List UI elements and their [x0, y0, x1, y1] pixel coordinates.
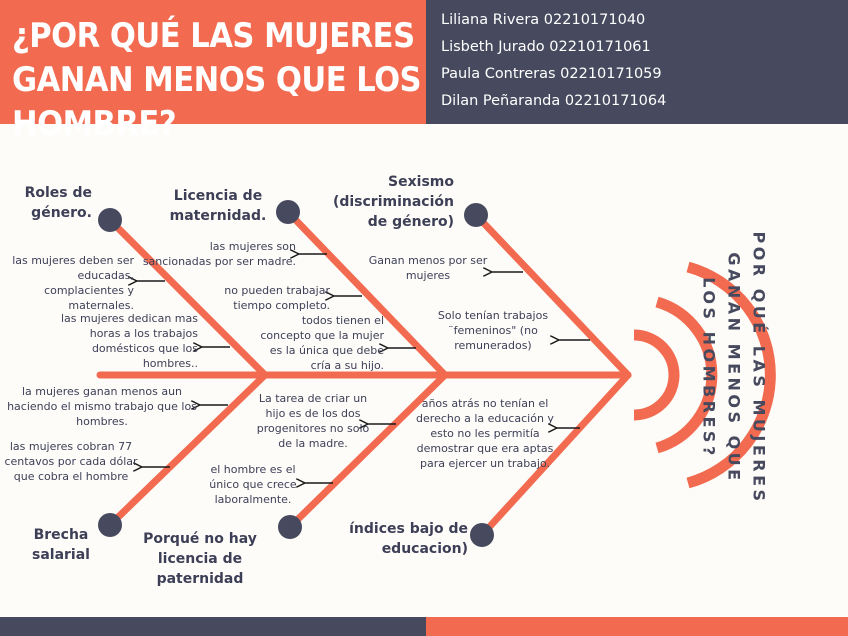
cause-licencia-1: las mujeres son sancionadas por ser madre. — [142, 240, 296, 268]
cause-brecha-2: las mujeres cobran 77 centavos por cada dólar que cobra el hombre — [4, 440, 138, 483]
cause-sexismo-1: Ganan menos por ser mujeres — [368, 254, 488, 282]
dot-indices — [470, 523, 494, 547]
cause-roles-2: las mujeres dedican mas horas a los trabajos domésticos que los hombres.. — [60, 312, 198, 370]
page-title: ¿POR QUÉ LAS MUJERES GANAN MENOS QUE LOS HOMBRE? — [12, 16, 422, 144]
footer-bar-right — [426, 617, 848, 636]
head-question-text: POR QUÉ LAS MUJERES GANAN MENOS QUE LOS HOMBRES? — [699, 231, 769, 505]
cause-roles-1: las mujeres deben ser educadas, complacientes y maternales. — [12, 254, 134, 312]
cause-indices-1: años atrás no tenían el derecho a la educación y esto no les permitía demostrar que era aptas para ejercer un trabajo. — [416, 397, 554, 470]
cause-sexismo-2: Solo tenían trabajos ¨femeninos" (no remunerados) — [437, 309, 549, 352]
cause-paternidad-1: La tarea de criar un hijo es de los dos progenitores no solo de la madre. — [256, 392, 370, 450]
dot-licencia — [276, 200, 300, 224]
author-3: Paula Contreras 02210171059 — [441, 66, 662, 82]
ring-1 — [634, 335, 674, 415]
dot-sexismo — [464, 203, 488, 227]
cause-brecha-1: la mujeres ganan menos aun haciendo el mismo trabajo que los hombres. — [7, 385, 197, 428]
author-2: Lisbeth Jurado 02210171061 — [441, 39, 651, 55]
cause-paternidad-2: el hombre es el único que crece laboralmente. — [209, 463, 297, 506]
head-question — [694, 231, 774, 505]
author-4: Dilan Peñaranda 02210171064 — [441, 93, 667, 109]
category-sexismo: Sexismo (discriminación de género) — [332, 174, 454, 230]
category-brecha: Brecha salarial — [32, 527, 90, 563]
footer-bar-left — [0, 617, 426, 636]
category-licencia: Licencia de maternidad. — [169, 188, 267, 224]
cause-licencia-3: todos tienen el concepto que la mujer es la única que debe cría a su hijo. — [260, 314, 384, 372]
category-paternidad: Porqué no hay licencia de paternidad — [143, 531, 257, 587]
author-1: Liliana Rivera 02210171040 — [441, 12, 646, 28]
category-roles: Roles de género. — [24, 185, 92, 221]
cause-licencia-2: no pueden trabajar tiempo completo. — [224, 284, 330, 312]
category-indices: índices bajo de educacion) — [349, 521, 468, 557]
dot-roles — [98, 208, 122, 232]
